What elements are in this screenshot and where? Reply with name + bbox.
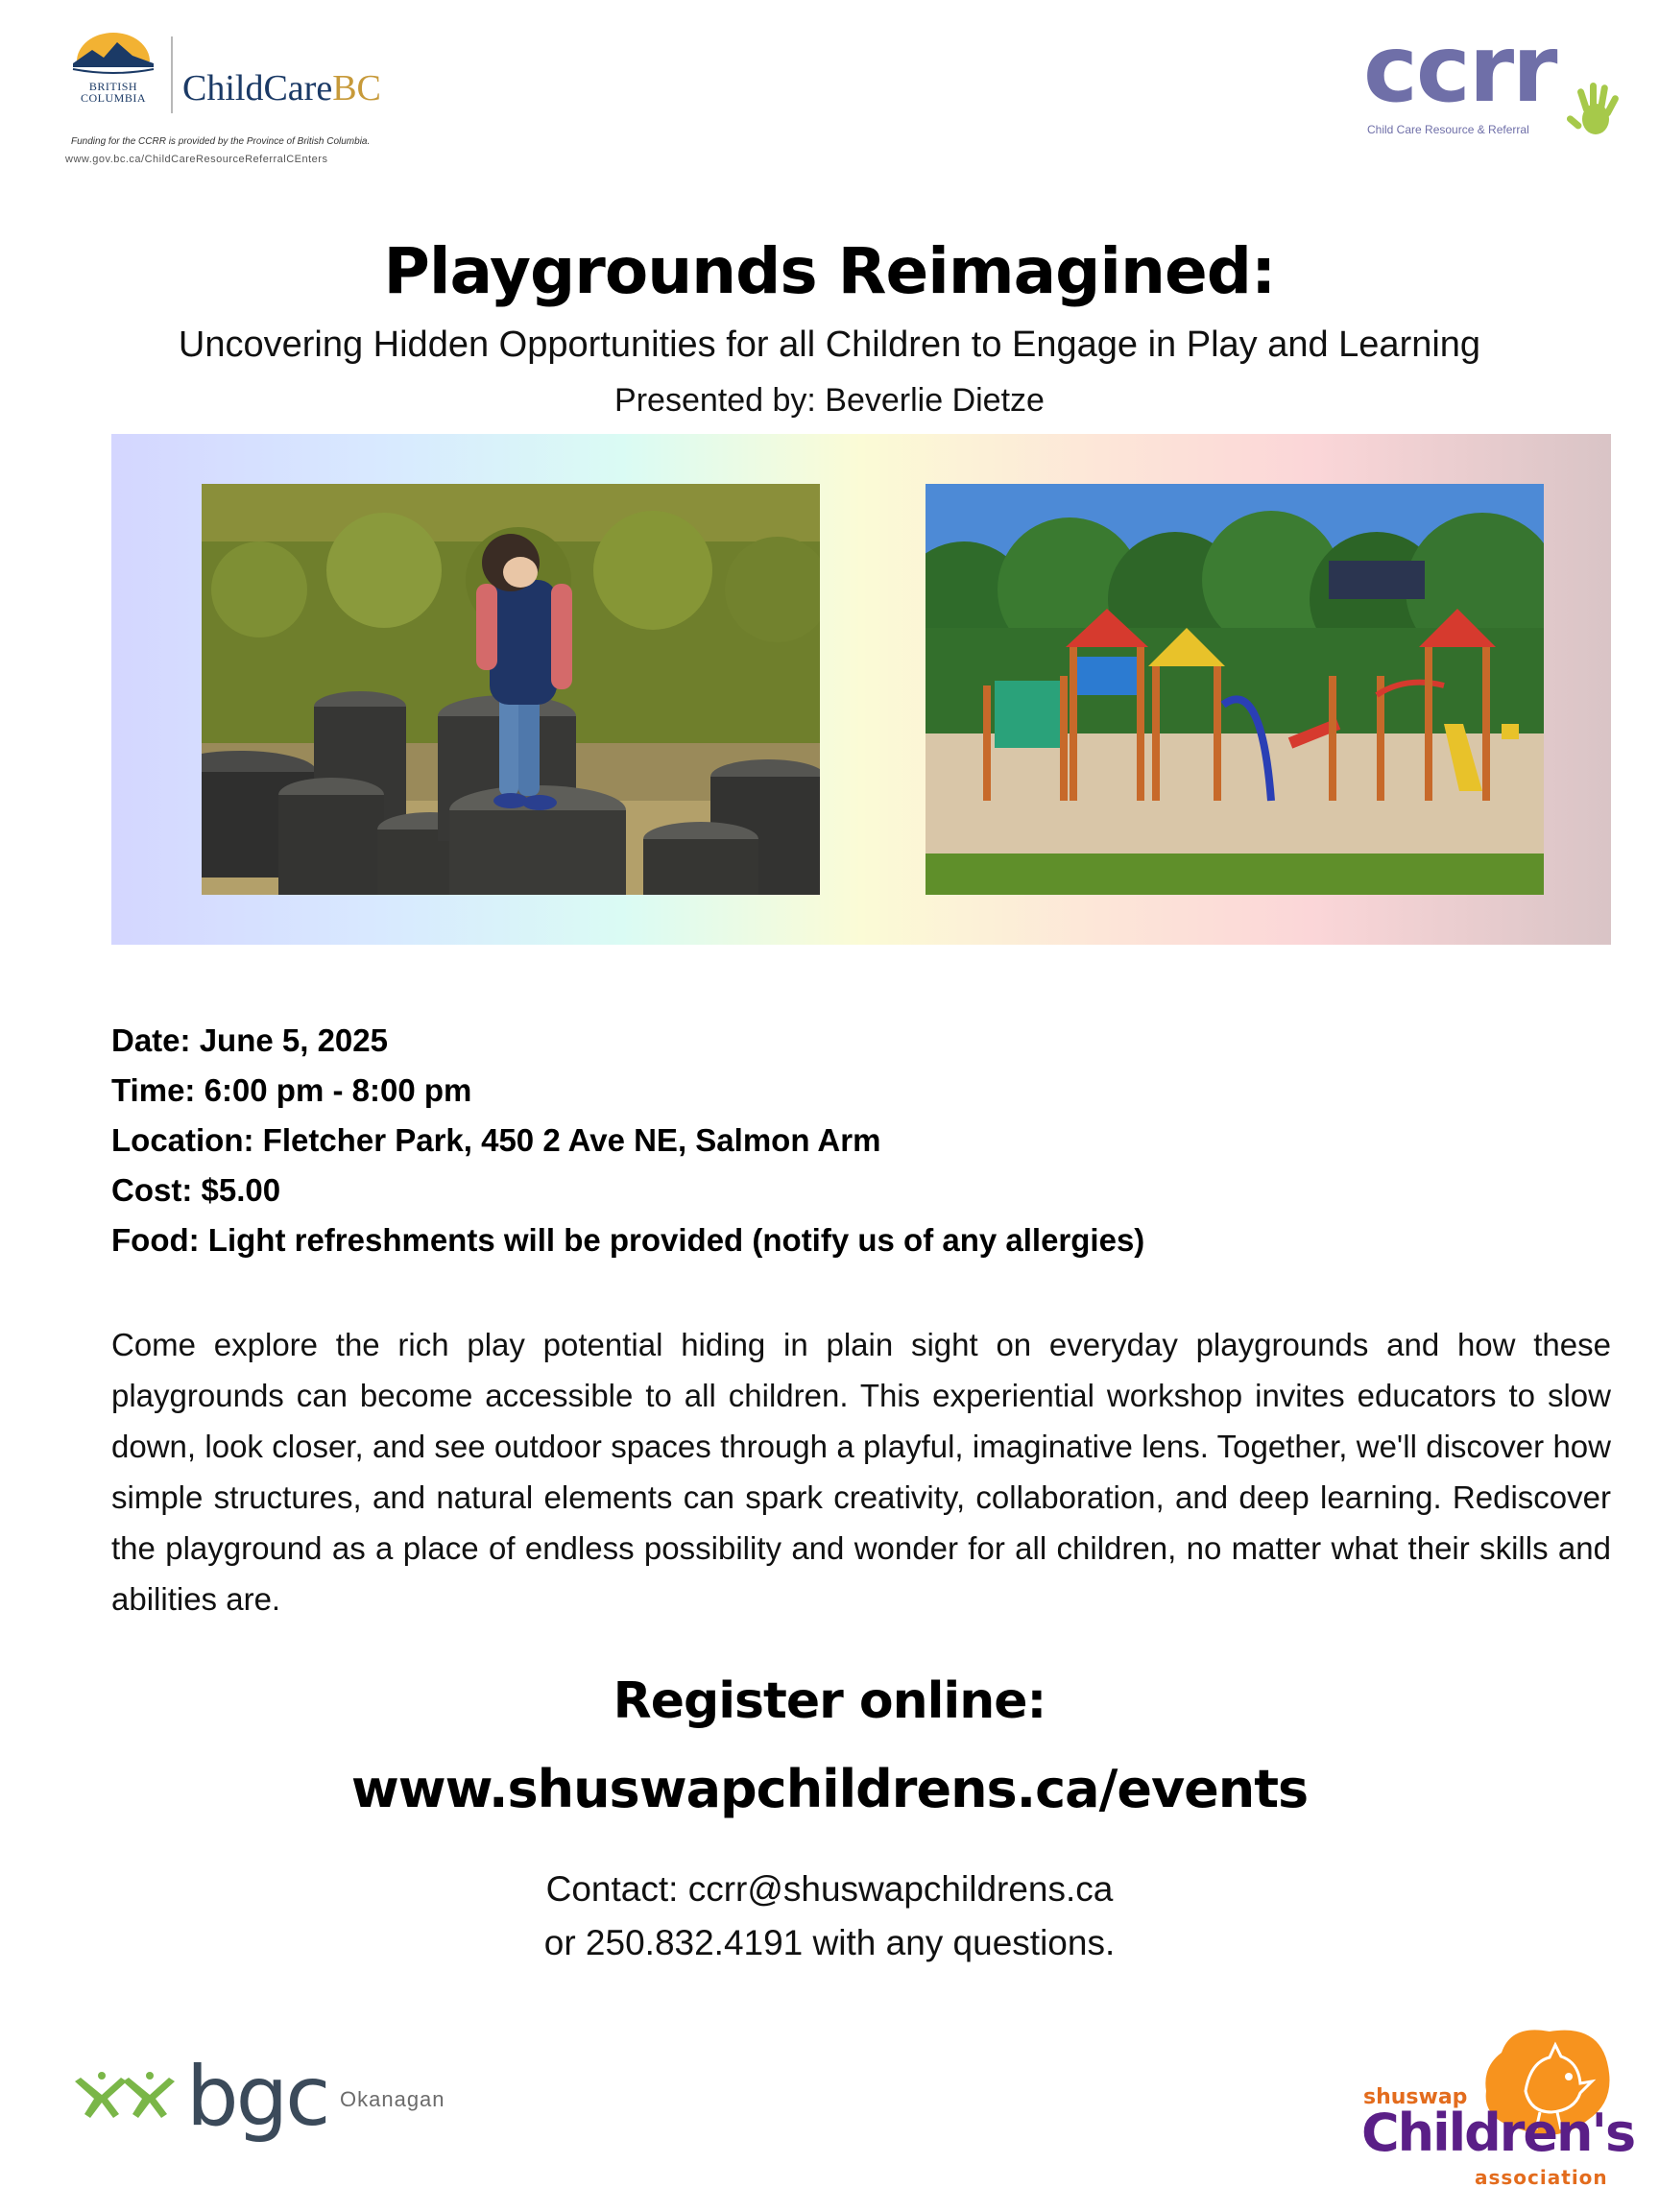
childcare-bc-wordmark bbox=[182, 67, 381, 109]
bc-wordmark-accent: BC bbox=[332, 68, 381, 108]
detail-label: Time: bbox=[111, 1072, 196, 1108]
detail-value: Light refreshments will be provided (notify us of any allergies) bbox=[207, 1222, 1145, 1258]
event-details bbox=[111, 1016, 1551, 1265]
detail-value: Fletcher Park, 450 2 Ave NE, Salmon Arm bbox=[262, 1122, 881, 1158]
funding-note: Funding for the CCRR is provided by the Province of British Columbia. bbox=[71, 136, 371, 147]
bgc-wordmark: bgc bbox=[186, 2049, 328, 2145]
ccrr-logo bbox=[1363, 15, 1623, 152]
child-on-stumps-illustration bbox=[202, 484, 820, 895]
photo-banner bbox=[111, 434, 1611, 945]
detail-value: June 5, 2025 bbox=[199, 1022, 388, 1058]
register-link[interactable]: www.shuswapchildrens.ca/events bbox=[350, 1759, 1309, 1819]
detail-food bbox=[111, 1215, 1551, 1265]
ccrr-subtitle: Child Care Resource & Referral bbox=[1367, 123, 1529, 136]
bc-wordmark-main: ChildCare bbox=[182, 68, 333, 108]
detail-time bbox=[111, 1066, 1551, 1116]
childcare-bc-logo bbox=[63, 29, 419, 173]
child-on-stumps-photo bbox=[202, 484, 820, 895]
detail-date bbox=[111, 1016, 1551, 1066]
contact-phone-line: or 250.832.4191 with any questions. bbox=[543, 1923, 1116, 1962]
sca-bottom-text: association bbox=[1475, 2166, 1608, 2189]
detail-label: Food: bbox=[111, 1222, 200, 1258]
playground-illustration bbox=[926, 484, 1544, 895]
bc-province-name: BRITISH COLUMBIA bbox=[80, 80, 146, 105]
detail-label: Date: bbox=[111, 1022, 191, 1058]
register-heading: Register online: bbox=[613, 1672, 1046, 1730]
bgc-okanagan-logo bbox=[71, 2049, 493, 2149]
contact-email-line[interactable]: Contact: ccrr@shuswapchildrens.ca bbox=[545, 1869, 1114, 1909]
detail-cost bbox=[111, 1166, 1551, 1215]
event-presenter: Presented by: Beverlie Dietze bbox=[614, 382, 1045, 419]
detail-label: Location: bbox=[111, 1122, 254, 1158]
detail-value: $5.00 bbox=[201, 1172, 281, 1208]
event-subtitle: Uncovering Hidden Opportunities for all Children to Engage in Play and Learning bbox=[178, 325, 1481, 365]
sca-top-text: shuswap bbox=[1363, 2085, 1468, 2109]
sca-main-text: Children's bbox=[1361, 2103, 1635, 2163]
event-description: Come explore the rich play potential hiding in plain sight on everyday playgrounds and how these playgrounds can become accessible to all children. This experiential workshop invites educators to slow down, look closer, and see outdoor spaces through a playful, imaginative lens. Together, we'll discover how simple structures, and natural elements can spark creativity, collaboration, and deep learning. Rediscover the playground as a place of endless possibility and wonder for all children, no matter what their skills and abilities are. bbox=[111, 1327, 1611, 1617]
logo-divider bbox=[171, 36, 173, 113]
contact-info bbox=[0, 1863, 1659, 1970]
ccrr-wordmark: ccrr bbox=[1363, 15, 1556, 123]
bgc-region: Okanagan bbox=[340, 2087, 445, 2111]
hand-print-icon bbox=[1567, 75, 1624, 142]
funding-url[interactable]: www.gov.bc.ca/ChildCareResourceReferralCEnters bbox=[65, 154, 328, 165]
event-title: Playgrounds Reimagined: bbox=[383, 234, 1276, 308]
playground-photo bbox=[926, 484, 1544, 895]
shuswap-childrens-association-logo bbox=[1361, 2024, 1635, 2197]
detail-value: 6:00 pm - 8:00 pm bbox=[204, 1072, 472, 1108]
detail-label: Cost: bbox=[111, 1172, 193, 1208]
bgc-figures-icon bbox=[71, 2072, 179, 2129]
detail-location bbox=[111, 1116, 1551, 1166]
